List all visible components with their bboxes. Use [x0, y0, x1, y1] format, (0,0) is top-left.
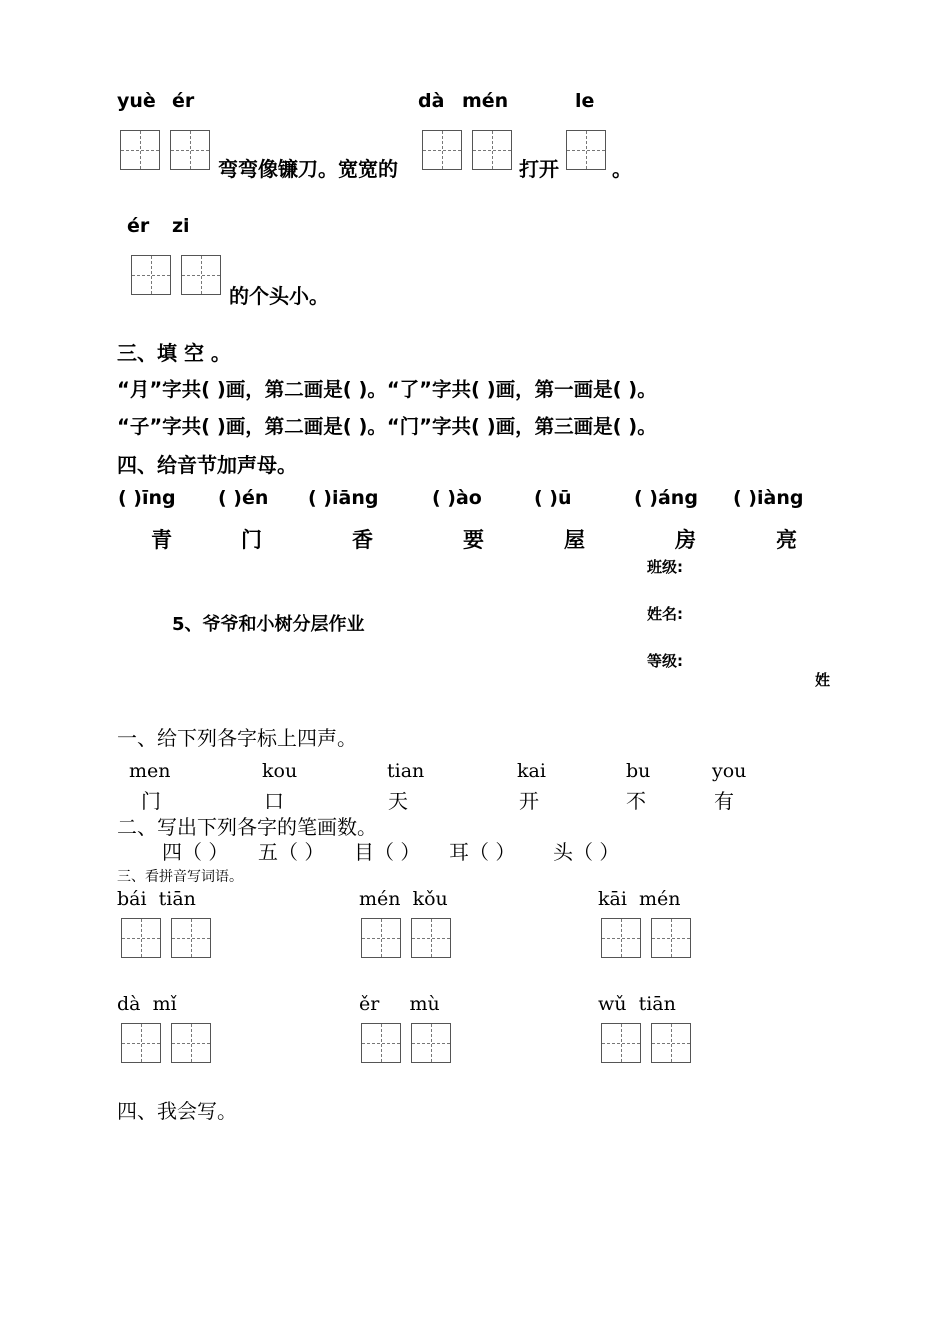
- char: 房: [675, 528, 696, 552]
- char: 门: [141, 789, 161, 813]
- grade-label: 等级:: [647, 652, 683, 670]
- char: 有: [714, 789, 734, 813]
- stroke-item: 耳（ ）: [449, 840, 516, 864]
- pinyin: you: [712, 760, 747, 782]
- char: 要: [463, 528, 484, 552]
- syllable: ( )iàng: [733, 487, 804, 509]
- syllable: ( )ū: [534, 487, 572, 509]
- worksheet-title: 5、爷爷和小树分层作业: [172, 614, 365, 635]
- writing-box[interactable]: [361, 1023, 401, 1063]
- char: 口: [264, 789, 284, 813]
- pinyin: kou: [262, 760, 298, 782]
- pinyin: kai: [517, 760, 546, 782]
- writing-box[interactable]: [651, 918, 691, 958]
- writing-box[interactable]: [361, 918, 401, 958]
- writing-box[interactable]: [170, 130, 210, 170]
- section-title: 三、填 空 。: [117, 341, 231, 365]
- writing-box[interactable]: [601, 918, 641, 958]
- writing-box[interactable]: [651, 1023, 691, 1063]
- fill-line: “子”字共( )画，第二画是( )。“门”字共( )画，第三画是( )。: [117, 415, 657, 438]
- writing-box[interactable]: [121, 1023, 161, 1063]
- writing-box[interactable]: [411, 918, 451, 958]
- char: 亮: [776, 528, 797, 552]
- writing-box[interactable]: [181, 255, 221, 295]
- pinyin-word: bái tiān: [117, 888, 196, 910]
- char: 屋: [564, 528, 585, 552]
- hw-title: 一、给下列各字标上四声。: [117, 726, 357, 750]
- pinyin: men: [129, 760, 171, 782]
- writing-box[interactable]: [171, 918, 211, 958]
- stroke-item: 五（ ）: [258, 840, 325, 864]
- sentence-text: 的个头小。: [229, 284, 329, 308]
- pinyin-word: ěr mù: [359, 993, 440, 1015]
- pinyin-men: mén: [462, 90, 509, 112]
- pinyin-le: le: [575, 90, 595, 112]
- char: 开: [519, 789, 539, 813]
- sentence-text: 打开: [519, 157, 559, 181]
- syllable: ( )áng: [634, 487, 698, 509]
- writing-box[interactable]: [131, 255, 171, 295]
- syllable: ( )iāng: [308, 487, 379, 509]
- pinyin-word: kāi mén: [598, 888, 681, 910]
- pinyin-da: dà: [418, 90, 445, 112]
- pinyin-word: wǔ tiān: [598, 993, 676, 1015]
- stroke-item: 四（ ）: [162, 840, 229, 864]
- pinyin-er: ér: [172, 90, 195, 112]
- syllable: ( )īng: [118, 487, 176, 509]
- writing-box[interactable]: [411, 1023, 451, 1063]
- syllable: ( )ào: [432, 487, 482, 509]
- char: 门: [241, 528, 262, 552]
- writing-box[interactable]: [601, 1023, 641, 1063]
- writing-box[interactable]: [472, 130, 512, 170]
- writing-box[interactable]: [121, 918, 161, 958]
- pinyin-yue: yuè: [117, 90, 156, 112]
- char: 青: [151, 528, 172, 552]
- char: 香: [352, 528, 373, 552]
- sentence-text: 。: [612, 157, 632, 181]
- char: 不: [626, 789, 646, 813]
- pinyin: bu: [626, 760, 651, 782]
- sentence-text: 弯弯像镰刀。宽宽的: [218, 157, 398, 181]
- syllable: ( )én: [218, 487, 269, 509]
- name-label: 姓名:: [647, 605, 683, 623]
- writing-box[interactable]: [566, 130, 606, 170]
- char: 天: [388, 789, 408, 813]
- writing-box[interactable]: [120, 130, 160, 170]
- pinyin: tian: [387, 760, 425, 782]
- hw-title: 三、看拼音写词语。: [117, 869, 243, 885]
- writing-box[interactable]: [422, 130, 462, 170]
- stroke-item: 头（ ）: [553, 840, 620, 864]
- section-title: 四、给音节加声母。: [117, 453, 297, 477]
- class-label: 班级:: [647, 558, 683, 576]
- hw-title: 二、写出下列各字的笔画数。: [117, 815, 377, 839]
- pinyin-er: ér: [127, 215, 150, 237]
- fill-line: “月”字共( )画，第二画是( )。“了”字共( )画，第一画是( )。: [117, 378, 657, 401]
- pinyin-word: mén kǒu: [359, 888, 448, 910]
- hw-title: 四、我会写。: [117, 1099, 237, 1123]
- writing-box[interactable]: [171, 1023, 211, 1063]
- stroke-item: 目（ ）: [354, 840, 421, 864]
- pinyin-zi: zi: [172, 215, 190, 237]
- pinyin-word: dà mǐ: [117, 993, 177, 1015]
- stray-char: 姓: [815, 671, 831, 689]
